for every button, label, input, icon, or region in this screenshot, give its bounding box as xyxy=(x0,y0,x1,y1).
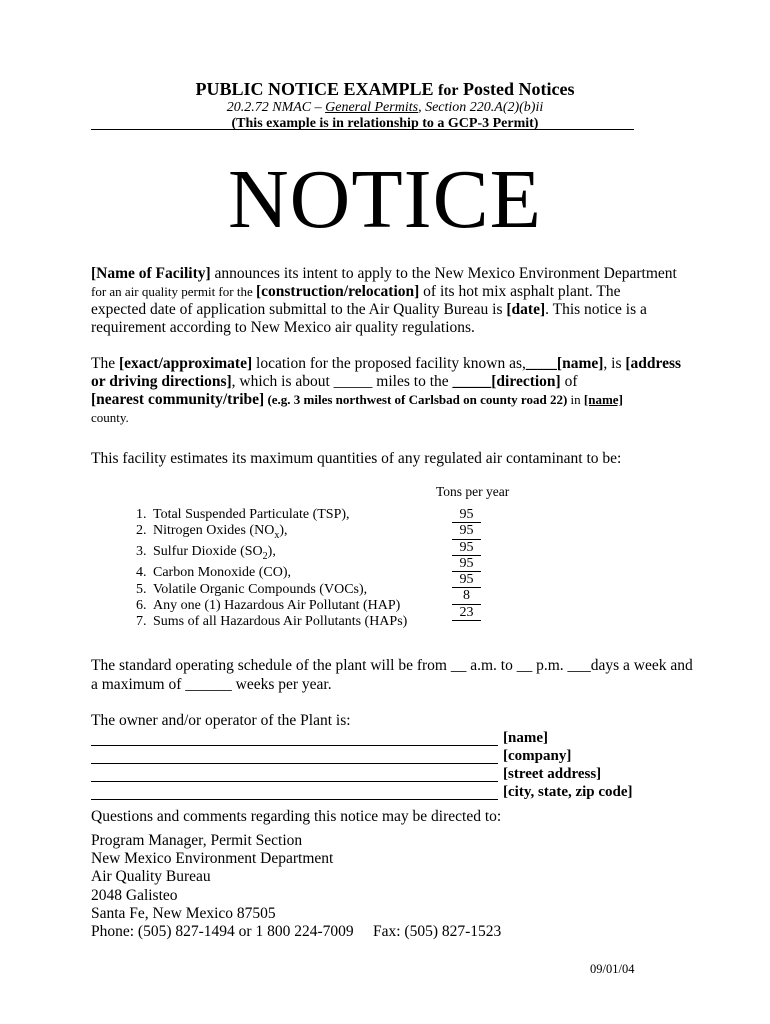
intro-text-1: announces its intent to apply to the New Mexico Environment Department xyxy=(210,265,677,282)
intro-text-3a: expected date of application submittal to the Air Quality Bureau is xyxy=(91,301,507,318)
location-text-1a: The xyxy=(91,355,119,372)
list-item xyxy=(136,598,407,614)
list-item xyxy=(136,565,407,581)
list-item xyxy=(136,614,407,630)
tons-value: 95 xyxy=(452,572,481,588)
schedule-line-1: The standard operating schedule of the plant will be from __ a.m. to __ p.m. ___days a week and xyxy=(91,657,693,674)
item-number: 6. xyxy=(136,598,147,614)
address-placeholder: [address xyxy=(625,355,682,372)
intro-line-1 xyxy=(91,265,677,283)
item-label-end: ), xyxy=(279,523,288,539)
location-example: (e.g. 3 miles northwest of Carlsbad on county road 22) xyxy=(264,392,568,407)
location-text-1b: location for the proposed facility known as, xyxy=(252,355,526,372)
intro-line-4: requirement according to New Mexico air quality regulations. xyxy=(91,319,475,336)
tons-value: 95 xyxy=(452,540,481,556)
item-number: 1. xyxy=(136,507,147,522)
regulation-citation xyxy=(0,100,770,116)
county-name-placeholder: [name] xyxy=(583,392,623,407)
address-line: Air Quality Bureau xyxy=(91,868,211,886)
tons-value: 95 xyxy=(452,523,481,539)
facility-name-blank: ____[name] xyxy=(525,355,604,372)
location-text-1c: , is xyxy=(603,355,626,372)
revision-date: 09/01/04 xyxy=(590,962,635,976)
citation-underlined: General Permits xyxy=(325,100,419,115)
exact-approx-placeholder: [exact/approximate] xyxy=(118,355,253,372)
phone-fax-line: Phone: (505) 827-1494 or 1 800 224-7009 Fax: (505) 827-1523 xyxy=(91,923,502,941)
owner-name-label: [name] xyxy=(503,730,548,746)
owner-company-label: [company] xyxy=(503,748,572,764)
intro-line-2 xyxy=(91,283,620,301)
address-line: 2048 Galisteo xyxy=(91,886,178,904)
item-label: Sulfur Dioxide (SO xyxy=(153,544,263,560)
citation-suffix: , Section 220.A(2)(b)ii xyxy=(418,100,544,115)
list-item xyxy=(136,582,407,598)
construction-placeholder: [construction/relocation] xyxy=(255,283,420,300)
address-line: Santa Fe, New Mexico 87505 xyxy=(91,904,276,922)
tons-per-year-header: Tons per year xyxy=(436,484,510,499)
item-subscript: x xyxy=(274,530,280,542)
item-label: Volatile Organic Compounds (VOCs), xyxy=(153,581,368,597)
item-number: 5. xyxy=(136,581,147,597)
intro-text-2b: of its hot mix asphalt plant. The xyxy=(419,283,621,300)
contact-intro: Questions and comments regarding this notice may be directed to: xyxy=(91,808,502,825)
date-placeholder: [date] xyxy=(506,301,546,318)
address-line: New Mexico Environment Department xyxy=(91,850,334,868)
tons-value: 8 xyxy=(452,588,481,604)
owner-city-line xyxy=(91,799,498,800)
location-line-1 xyxy=(91,355,681,373)
tons-value: 95 xyxy=(452,556,481,572)
item-label: Nitrogen Oxides (NO xyxy=(153,523,275,539)
item-number: 3. xyxy=(136,544,147,560)
permit-relationship-note: (This example is in relationship to a GCP-3 Permit) xyxy=(231,116,539,131)
owner-city-label: [city, state, zip code] xyxy=(503,784,633,800)
facility-name-placeholder: [Name of Facility] xyxy=(91,265,211,282)
contact-address xyxy=(91,832,501,941)
intro-text-2a: for an air quality permit for the xyxy=(91,284,256,299)
title-for: for xyxy=(438,82,459,99)
item-label: Any one (1) Hazardous Air Pollutant (HAP) xyxy=(153,598,401,614)
direction-placeholder: _____[direction] xyxy=(452,373,561,390)
emissions-intro: This facility estimates its maximum quantities of any regulated air contaminant to be: xyxy=(91,450,622,467)
driving-directions-placeholder: or driving directions] xyxy=(91,373,232,390)
schedule-line-2: a maximum of ______ weeks per year. xyxy=(91,676,332,693)
tons-value: 95 xyxy=(452,507,481,523)
location-in: in xyxy=(567,392,584,407)
address-line: Program Manager, Permit Section xyxy=(91,832,303,849)
location-line-3 xyxy=(91,391,623,409)
intro-line-3 xyxy=(91,301,647,319)
intro-text-3b: . This notice is a xyxy=(545,301,647,318)
emission-values xyxy=(452,507,481,621)
list-item xyxy=(136,523,407,544)
location-text-2a: , which is about _____ miles to the xyxy=(231,373,453,390)
item-label: Sums of all Hazardous Air Pollutants (HAPs) xyxy=(153,614,408,630)
owner-street-line xyxy=(91,781,498,782)
item-number: 4. xyxy=(136,565,147,581)
location-text-2b: of xyxy=(560,373,578,390)
list-item xyxy=(136,507,407,523)
item-label-end: ), xyxy=(267,544,276,560)
owner-intro: The owner and/or operator of the Plant is: xyxy=(91,712,351,729)
owner-name-line xyxy=(91,745,498,746)
item-number: 2. xyxy=(136,523,147,539)
location-county: county. xyxy=(91,410,129,425)
item-label: Carbon Monoxide (CO), xyxy=(153,565,292,581)
owner-company-line xyxy=(91,763,498,764)
header-rule xyxy=(91,129,634,130)
item-label: Total Suspended Particulate (TSP), xyxy=(153,507,350,522)
list-item xyxy=(136,544,407,565)
owner-street-label: [street address] xyxy=(503,766,602,782)
item-subscript: 2 xyxy=(262,551,268,563)
pollutant-list xyxy=(136,507,407,631)
title-main: PUBLIC NOTICE EXAMPLE xyxy=(195,79,434,99)
title-tail: Posted Notices xyxy=(462,79,575,99)
notice-heading: NOTICE xyxy=(228,153,542,246)
item-number: 7. xyxy=(136,614,147,630)
nearest-community-placeholder: [nearest community/tribe] xyxy=(91,391,265,408)
document-title xyxy=(0,79,770,100)
citation-prefix: 20.2.72 NMAC – xyxy=(226,100,326,115)
location-line-2 xyxy=(91,373,578,391)
tons-value: 23 xyxy=(452,605,481,621)
